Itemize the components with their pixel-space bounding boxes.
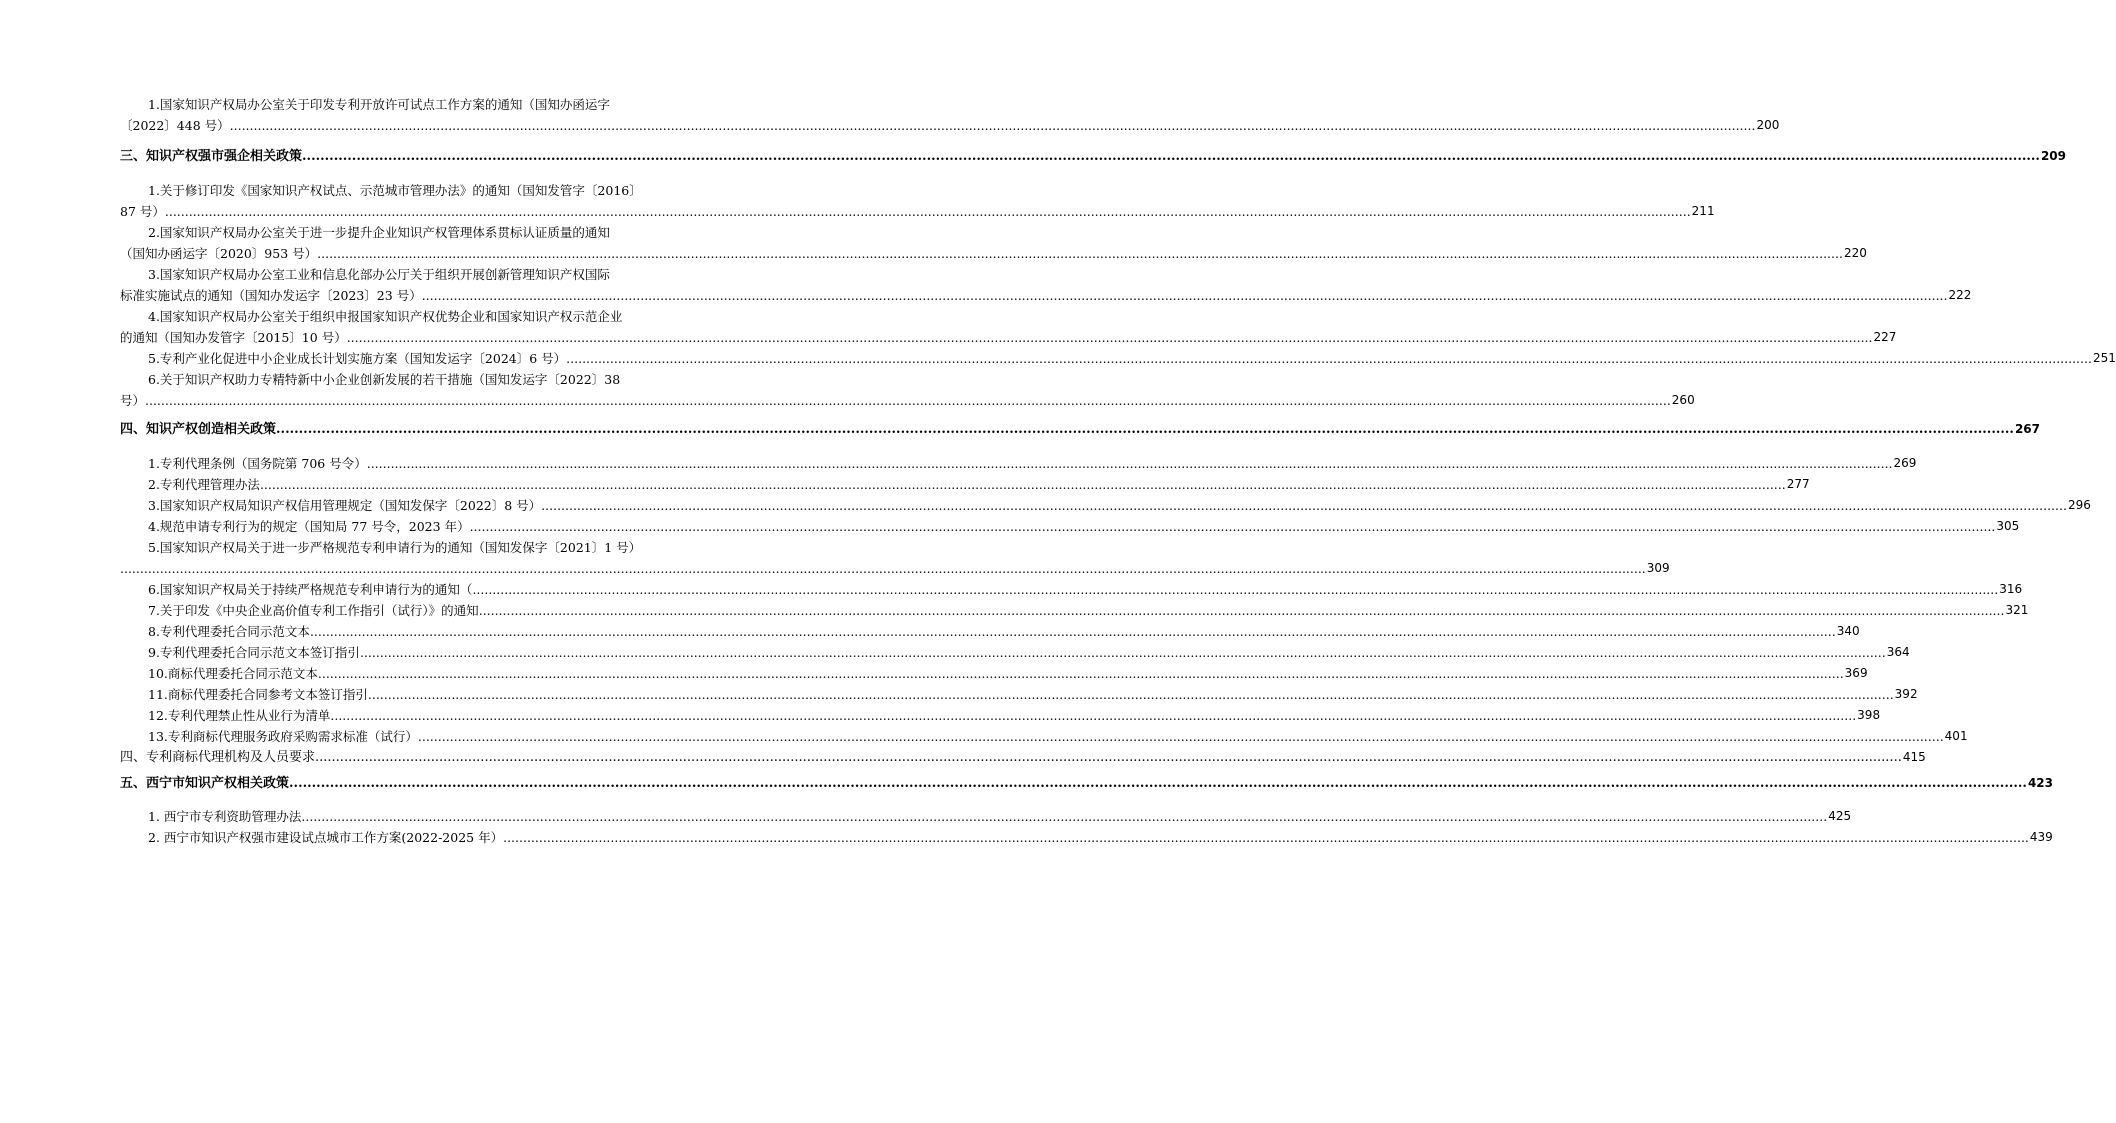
toc-section-title: 三、知识产权强市强企相关政策 — [120, 149, 303, 164]
toc-entry-title: 9.专利代理委托合同示范文本签订指引 — [148, 645, 360, 660]
leader-dots — [503, 827, 2029, 848]
toc-entry[interactable] — [120, 705, 1881, 726]
toc-section[interactable] — [120, 773, 2054, 794]
toc-page-number: 200 — [1756, 118, 1780, 132]
leader-dots — [301, 806, 1827, 827]
leader-dots — [310, 621, 1836, 642]
toc-entry-title: 11.商标代理委托合同参考文本签订指引 — [148, 687, 368, 702]
leader-dots — [360, 642, 1886, 663]
toc-page-number: 392 — [1894, 687, 1918, 701]
toc-page-number: 220 — [1843, 246, 1867, 260]
toc-page-number: 401 — [1944, 729, 1968, 743]
toc-entry-line1: 1.关于修订印发《国家知识产权试点、示范城市管理办法》的通知（国知发管字〔2016〕 — [148, 183, 642, 198]
toc-entry-title: 8.专利代理委托合同示范文本 — [148, 624, 310, 639]
toc-page-number: 260 — [1671, 393, 1695, 407]
toc-page-number: 316 — [1999, 582, 2023, 596]
toc-entry-title: 7.关于印发《中央企业高价值专利工作指引（试行）》的通知 — [148, 603, 479, 618]
toc-entry-line1: 1.国家知识产权局办公室关于印发专利开放许可试点工作方案的通知（国知办函运字 — [148, 97, 610, 112]
toc-entry-line2: 〔2022〕448 号） — [120, 118, 230, 133]
toc-page-number: 277 — [1786, 477, 1810, 491]
toc-entry-line1: 3.国家知识产权局办公室工业和信息化部办公厅关于组织开展创新管理知识产权国际 — [148, 267, 610, 282]
toc-entry[interactable] — [120, 264, 1972, 306]
toc-entry-line2: 标准实施试点的通知（国知办发运字〔2023〕23 号） — [120, 288, 422, 303]
toc-entry[interactable] — [120, 495, 2091, 516]
toc-entry-title: 5.专利产业化促进中小企业成长计划实施方案（国知发运字〔2024〕6 号） — [148, 351, 567, 366]
toc-entry-title: 13.专利商标代理服务政府采购需求标准（试行） — [148, 729, 418, 744]
leader-dots — [315, 747, 1902, 768]
toc-section-title: 四、专利商标代理机构及人员要求 — [120, 750, 316, 765]
toc-page-number: 305 — [1996, 519, 2020, 533]
toc-entry-title: 12.专利代理禁止性从业行为清单 — [148, 708, 331, 723]
leader-dots — [347, 327, 1873, 348]
toc-entry[interactable] — [120, 180, 1715, 222]
leader-dots — [165, 201, 1691, 222]
toc-entry-title: 4.规范申请专利行为的规定（国知局 77 号令，2023 年） — [148, 519, 470, 534]
toc-entry[interactable] — [120, 537, 1670, 579]
toc-entry[interactable] — [120, 600, 2029, 621]
leader-dots — [317, 243, 1843, 264]
toc-page-number: 425 — [1828, 809, 1852, 823]
toc-entry-line2: （国知办函运字〔2020〕953 号） — [120, 246, 318, 261]
toc-page-number: 364 — [1886, 645, 1910, 659]
leader-dots — [302, 146, 2040, 167]
toc-page-number: 423 — [2027, 776, 2054, 790]
toc-page-number: 211 — [1691, 204, 1715, 218]
leader-dots — [470, 516, 1996, 537]
toc-page-number: 439 — [2029, 830, 2053, 844]
toc-entry-line1: 6.关于知识产权助力专精特新中小企业创新发展的若干措施（国知发运字〔2022〕38 — [148, 372, 621, 387]
leader-dots — [479, 600, 2005, 621]
toc-entry-title: 6.国家知识产权局关于持续严格规范专利申请行为的通知（ — [148, 582, 473, 597]
toc-entry[interactable] — [120, 474, 1810, 495]
toc-entry[interactable] — [120, 516, 2020, 537]
toc-entry-line1: 4.国家知识产权局办公室关于组织申报国家知识产权优势企业和国家知识产权示范企业 — [148, 309, 623, 324]
toc-entry-line1: 5.国家知识产权局关于进一步严格规范专利申请行为的通知（国知发保字〔2021〕1 号） — [148, 540, 642, 555]
leader-dots — [418, 726, 1944, 747]
toc-entry-title: 1. 西宁市专利资助管理办法 — [148, 809, 302, 824]
toc-entry-title: 2.专利代理管理办法 — [148, 477, 260, 492]
toc-page-number: 267 — [2014, 422, 2041, 436]
toc-entry[interactable] — [120, 684, 1918, 705]
leader-dots — [145, 390, 1671, 411]
toc-page-number: 227 — [1873, 330, 1897, 344]
leader-dots — [120, 558, 1646, 579]
toc-entry-title: 2. 西宁市知识产权强市建设试点城市工作方案(2022-2025 年） — [148, 830, 504, 845]
toc-page-number: 222 — [1948, 288, 1972, 302]
leader-dots — [260, 474, 1786, 495]
toc-section-title: 四、知识产权创造相关政策 — [120, 422, 277, 437]
leader-dots — [289, 773, 2027, 794]
toc-entry[interactable] — [120, 94, 1780, 136]
toc-entry[interactable] — [120, 369, 1695, 411]
toc-section-title: 五、西宁市知识产权相关政策 — [120, 776, 290, 791]
toc-entry-title: 1.专利代理条例（国务院第 706 号令） — [148, 456, 367, 471]
toc-page-number: 251 — [2092, 351, 2116, 365]
toc-entry[interactable] — [120, 726, 1968, 747]
toc-entry-line1: 2.国家知识产权局办公室关于进一步提升企业知识产权管理体系贯标认证质量的通知 — [148, 225, 610, 240]
toc-section[interactable] — [120, 747, 1926, 768]
toc-entry[interactable] — [120, 453, 1917, 474]
toc-page-number: 309 — [1646, 561, 1670, 575]
leader-dots — [276, 419, 2014, 440]
toc-section[interactable] — [120, 146, 2067, 167]
toc-entry-line2: 87 号） — [120, 204, 165, 219]
toc-entry-line2: 号） — [120, 393, 146, 408]
toc-page-number: 296 — [2067, 498, 2091, 512]
toc-entry[interactable] — [120, 827, 2053, 848]
toc-page-number: 398 — [1857, 708, 1881, 722]
leader-dots — [472, 579, 1998, 600]
toc-entry[interactable] — [120, 642, 1910, 663]
leader-dots — [318, 663, 1844, 684]
leader-dots — [367, 453, 1893, 474]
toc-entry[interactable] — [120, 621, 1860, 642]
leader-dots — [541, 495, 2067, 516]
toc-entry[interactable] — [120, 579, 2023, 600]
toc-entry-line2: 的通知（国知办发管字〔2015〕10 号） — [120, 330, 347, 345]
toc-section[interactable] — [120, 419, 2041, 440]
toc-page-number: 209 — [2040, 149, 2067, 163]
toc-entry[interactable] — [120, 222, 1867, 264]
toc-page-number: 415 — [1902, 750, 1926, 764]
toc-page-number: 369 — [1844, 666, 1868, 680]
toc-entry[interactable] — [120, 806, 1852, 827]
toc-entry[interactable] — [120, 663, 1868, 684]
toc-entry-title: 3.国家知识产权局知识产权信用管理规定（国知发保字〔2022〕8 号） — [148, 498, 542, 513]
leader-dots — [422, 285, 1948, 306]
leader-dots — [566, 348, 2092, 369]
leader-dots — [368, 684, 1894, 705]
toc-page-number: 340 — [1836, 624, 1860, 638]
leader-dots — [330, 705, 1856, 726]
toc-entry[interactable] — [120, 348, 2116, 369]
leader-dots — [230, 115, 1756, 136]
toc-page-number: 269 — [1893, 456, 1917, 470]
toc-page-number: 321 — [2005, 603, 2029, 617]
toc-entry[interactable] — [120, 306, 1897, 348]
toc-entry-title: 10.商标代理委托合同示范文本 — [148, 666, 318, 681]
